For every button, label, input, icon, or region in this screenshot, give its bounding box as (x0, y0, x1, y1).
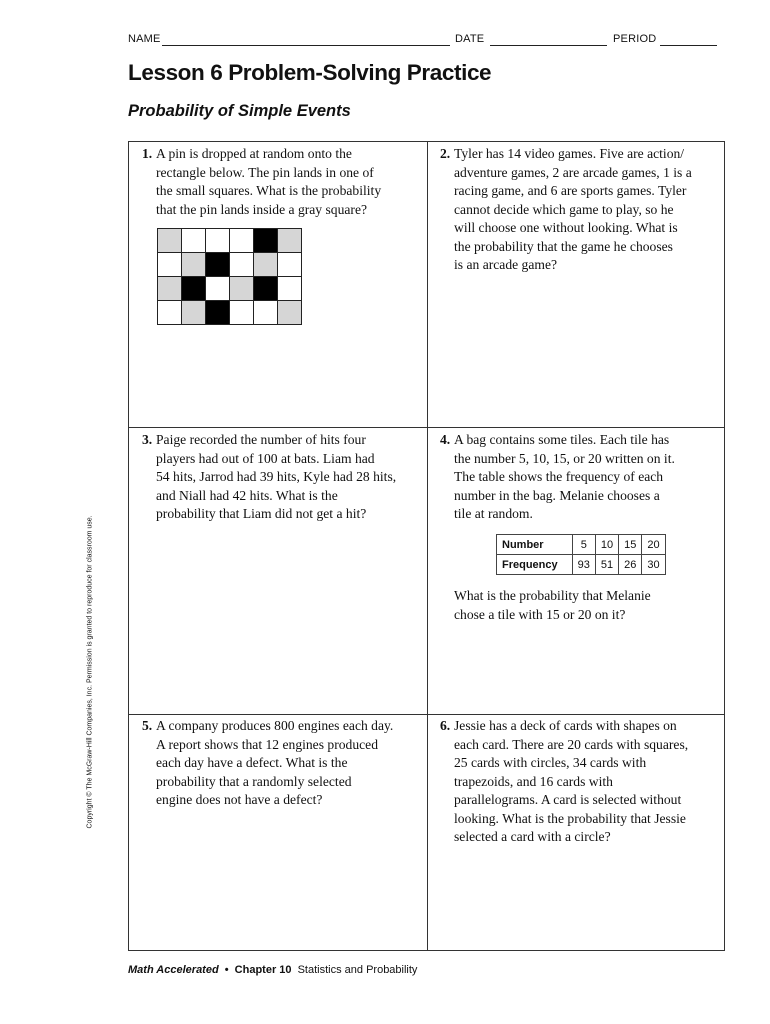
problem-text (156, 717, 393, 810)
text-line: the number 5, 10, 15, or 20 written on it. (454, 450, 675, 466)
text-line: tile at random. (454, 506, 533, 521)
number-header: Number (497, 535, 573, 555)
text-line: A report shows that 12 engines produced (156, 736, 378, 752)
white-square (206, 229, 230, 253)
table-cell: 30 (642, 555, 665, 575)
text-line: Paige recorded the number of hits four (156, 432, 366, 447)
frequency-table (496, 534, 666, 575)
footer (128, 964, 417, 976)
white-square (182, 229, 206, 253)
white-square (206, 277, 230, 301)
table-cell: 26 (619, 555, 642, 575)
white-square (158, 253, 182, 277)
text-line: Jessie has a deck of cards with shapes on (454, 718, 677, 733)
gray-square (254, 253, 278, 277)
gray-square (230, 277, 254, 301)
footer-chapter-title: Statistics and Probability (297, 964, 418, 976)
text-line: probability that Liam did not get a hit? (156, 506, 367, 521)
date-label: DATE (455, 33, 485, 45)
black-square (254, 229, 278, 253)
white-square (278, 253, 302, 277)
gray-square (278, 301, 302, 325)
white-square (278, 277, 302, 301)
table-cell: 20 (642, 535, 665, 555)
problem-number: 3. (142, 432, 153, 447)
problem-4-question (454, 587, 714, 624)
problem-text (156, 145, 381, 219)
text-line: each card. There are 20 cards with squares, (454, 736, 689, 752)
table-cell: 93 (572, 555, 595, 575)
grid-row (158, 277, 302, 301)
grid-row (158, 253, 302, 277)
page-title: Lesson 6 Problem-Solving Practice (128, 60, 492, 85)
problem-number: 4. (440, 432, 451, 447)
text-line: The table shows the frequency of each (454, 469, 664, 484)
text-line: A bag contains some tiles. Each tile has (454, 432, 670, 447)
text-line: the probability that the game he chooses (454, 238, 673, 254)
frequency-header: Frequency (497, 555, 573, 575)
name-label: NAME (128, 33, 161, 45)
problem-text (454, 145, 692, 275)
gray-square (182, 301, 206, 325)
text-line: chose a tile with 15 or 20 on it? (454, 606, 626, 622)
text-line: that the pin lands inside a gray square? (156, 201, 368, 217)
problem-text (454, 431, 675, 524)
page-subtitle: Probability of Simple Events (128, 102, 351, 120)
black-square (254, 277, 278, 301)
table-cell: 15 (619, 535, 642, 555)
text-line: probability that a randomly selected (156, 773, 352, 789)
black-square (206, 253, 230, 277)
table-cell: 5 (572, 535, 595, 555)
text-line: and Niall had 42 hits. What is the (156, 487, 338, 503)
text-line: adventure games, 2 are arcade games, 1 is a (454, 164, 692, 180)
text-line: A pin is dropped at random onto the (156, 146, 352, 161)
footer-chapter: Chapter 10 (234, 964, 292, 976)
white-square (230, 301, 254, 325)
table-cell: 51 (595, 555, 618, 575)
text-line: players had out of 100 at bats. Liam had (156, 450, 375, 466)
text-line: is an arcade game? (454, 257, 558, 272)
copyright-notice: Copyright © The McGraw-Hill Companies, Inc. Permission is granted to reproduce for classroom use. (86, 515, 94, 829)
text-line: What is the probability that Melanie (454, 588, 651, 603)
problem-text (156, 431, 396, 524)
text-line: will choose one without looking. What is (454, 220, 678, 235)
text-line: 25 cards with circles, 34 cards with (454, 755, 647, 770)
text-line: 54 hits, Jarrod had 39 hits, Kyle had 28 hits, (156, 469, 397, 484)
text-line: parallelograms. A card is selected without (454, 792, 682, 807)
footer-book: Math Accelerated (128, 964, 219, 976)
text-line: Tyler has 14 video games. Five are action/ (454, 146, 685, 161)
gray-square (158, 229, 182, 253)
grid-row (158, 229, 302, 253)
white-square (158, 301, 182, 325)
footer-bullet: • (224, 964, 229, 976)
black-square (206, 301, 230, 325)
text-line: racing game, and 6 are sports games. Tyler (454, 183, 687, 198)
text-line: A company produces 800 engines each day. (156, 718, 394, 733)
gray-square (158, 277, 182, 301)
problem-number: 6. (440, 718, 451, 733)
gray-square (278, 229, 302, 253)
problem-text (454, 587, 714, 624)
text-line: cannot decide which game to play, so he (454, 201, 674, 217)
period-label: PERIOD (613, 33, 657, 45)
frequency-row (497, 555, 666, 575)
text-line: the small squares. What is the probability (156, 183, 382, 198)
square-grid-figure (157, 228, 302, 325)
problem-text (454, 717, 688, 847)
black-square (182, 277, 206, 301)
text-line: selected a card with a circle? (454, 829, 611, 844)
text-line: number in the bag. Melanie chooses a (454, 487, 660, 503)
white-square (230, 229, 254, 253)
gray-square (182, 253, 206, 277)
text-line: looking. What is the probability that Jessie (454, 810, 686, 826)
number-row (497, 535, 666, 555)
text-line: engine does not have a defect? (156, 792, 323, 807)
problem-number: 2. (440, 146, 451, 161)
problem-number: 1. (142, 146, 153, 161)
text-line: rectangle below. The pin lands in one of (156, 164, 374, 180)
white-square (230, 253, 254, 277)
grid-row (158, 301, 302, 325)
text-line: trapezoids, and 16 cards with (454, 773, 613, 789)
text-line: each day have a defect. What is the (156, 755, 348, 770)
white-square (254, 301, 278, 325)
problem-number: 5. (142, 718, 153, 733)
table-cell: 10 (595, 535, 618, 555)
